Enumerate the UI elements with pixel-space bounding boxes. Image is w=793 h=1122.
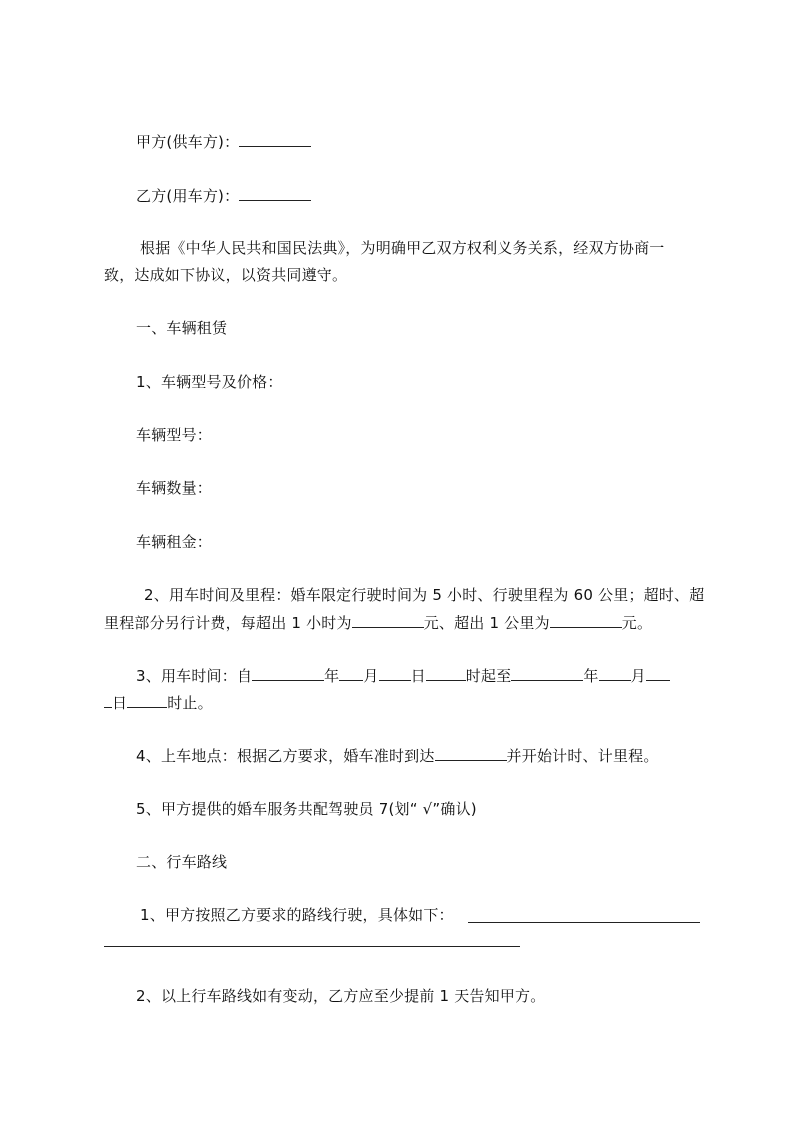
party-b-blank[interactable] [239,185,311,201]
month-label-1: 月 [363,667,379,685]
end-hour-blank[interactable] [127,692,167,708]
item-2-text-c: 元。 [621,614,653,632]
start-day-blank[interactable] [379,665,411,681]
year-label-1: 年 [324,667,340,685]
vehicle-model-label: 车辆型号： [136,426,213,444]
item-3-text-end: 时止。 [167,694,213,712]
end-year-blank[interactable] [511,665,583,681]
route-details-blank-1[interactable] [468,922,700,923]
item-2-line-2 [104,612,652,633]
pickup-location-blank[interactable] [435,745,507,761]
day-label-1: 日 [410,667,426,685]
route-item-1-text: 1、甲方按照乙方要求的路线行驶，具体如下： [140,906,454,924]
party-b-label: 乙方(用车方)： [136,187,240,205]
intro-line-1: 根据《中华人民共和国民法典》，为明确甲乙双方权利义务关系，经双方协商一 [140,239,665,257]
item-3-line-2 [104,692,213,713]
item-2-text-a: 里程部分另行计费，每超出 1 小时为 [104,614,352,632]
party-a-blank[interactable] [239,131,311,147]
route-details-blank-2[interactable] [104,946,520,947]
per-km-overage-fee-blank[interactable] [550,612,622,628]
start-month-blank[interactable] [339,665,363,681]
item-2-line-1: 2、用车时间及里程：婚车限定行驶时间为 5 小时、行驶里程为 60 公里；超时、超 [144,586,705,604]
route-item-2-line: 2、以上行车路线如有变动，乙方应至少提前 1 天告知甲方。 [136,987,546,1005]
day-label-2: 日 [112,694,128,712]
item-1-vehicle-model-price: 1、车辆型号及价格： [136,373,283,391]
hourly-overtime-fee-blank[interactable] [352,612,424,628]
vehicle-quantity-label: 车辆数量： [136,479,213,497]
item-5-line: 5、甲方提供的婚车服务共配驾驶员 7(划“ √”确认) [136,800,477,818]
item-2-text-b: 元、超出 1 公里为 [423,614,550,632]
item-4-text-b: 并开始计时、计里程。 [506,747,659,765]
item-4-line [136,745,659,766]
end-day-blank-part-2[interactable] [104,692,112,708]
month-label-2: 月 [630,667,646,685]
end-day-blank-part-1[interactable] [646,665,670,681]
section-2-heading: 二、行车路线 [136,853,228,871]
item-3-text-start: 3、用车时间：自 [136,667,253,685]
route-item-1-line [140,905,454,925]
party-a-label: 甲方(供车方)： [136,133,240,151]
vehicle-rent-label: 车辆租金： [136,533,213,551]
hour-label-1: 时起至 [465,667,512,685]
year-label-2: 年 [583,667,599,685]
start-year-blank[interactable] [252,665,324,681]
item-3-line-1 [136,665,670,686]
section-1-heading: 一、车辆租赁 [136,319,228,337]
item-4-text-a: 4、上车地点：根据乙方要求，婚车准时到达 [136,747,435,765]
party-a-line [136,131,311,152]
end-month-blank[interactable] [599,665,631,681]
party-b-line [136,185,311,206]
start-hour-blank[interactable] [426,665,466,681]
intro-line-2: 致，达成如下协议，以资共同遵守。 [104,266,348,284]
